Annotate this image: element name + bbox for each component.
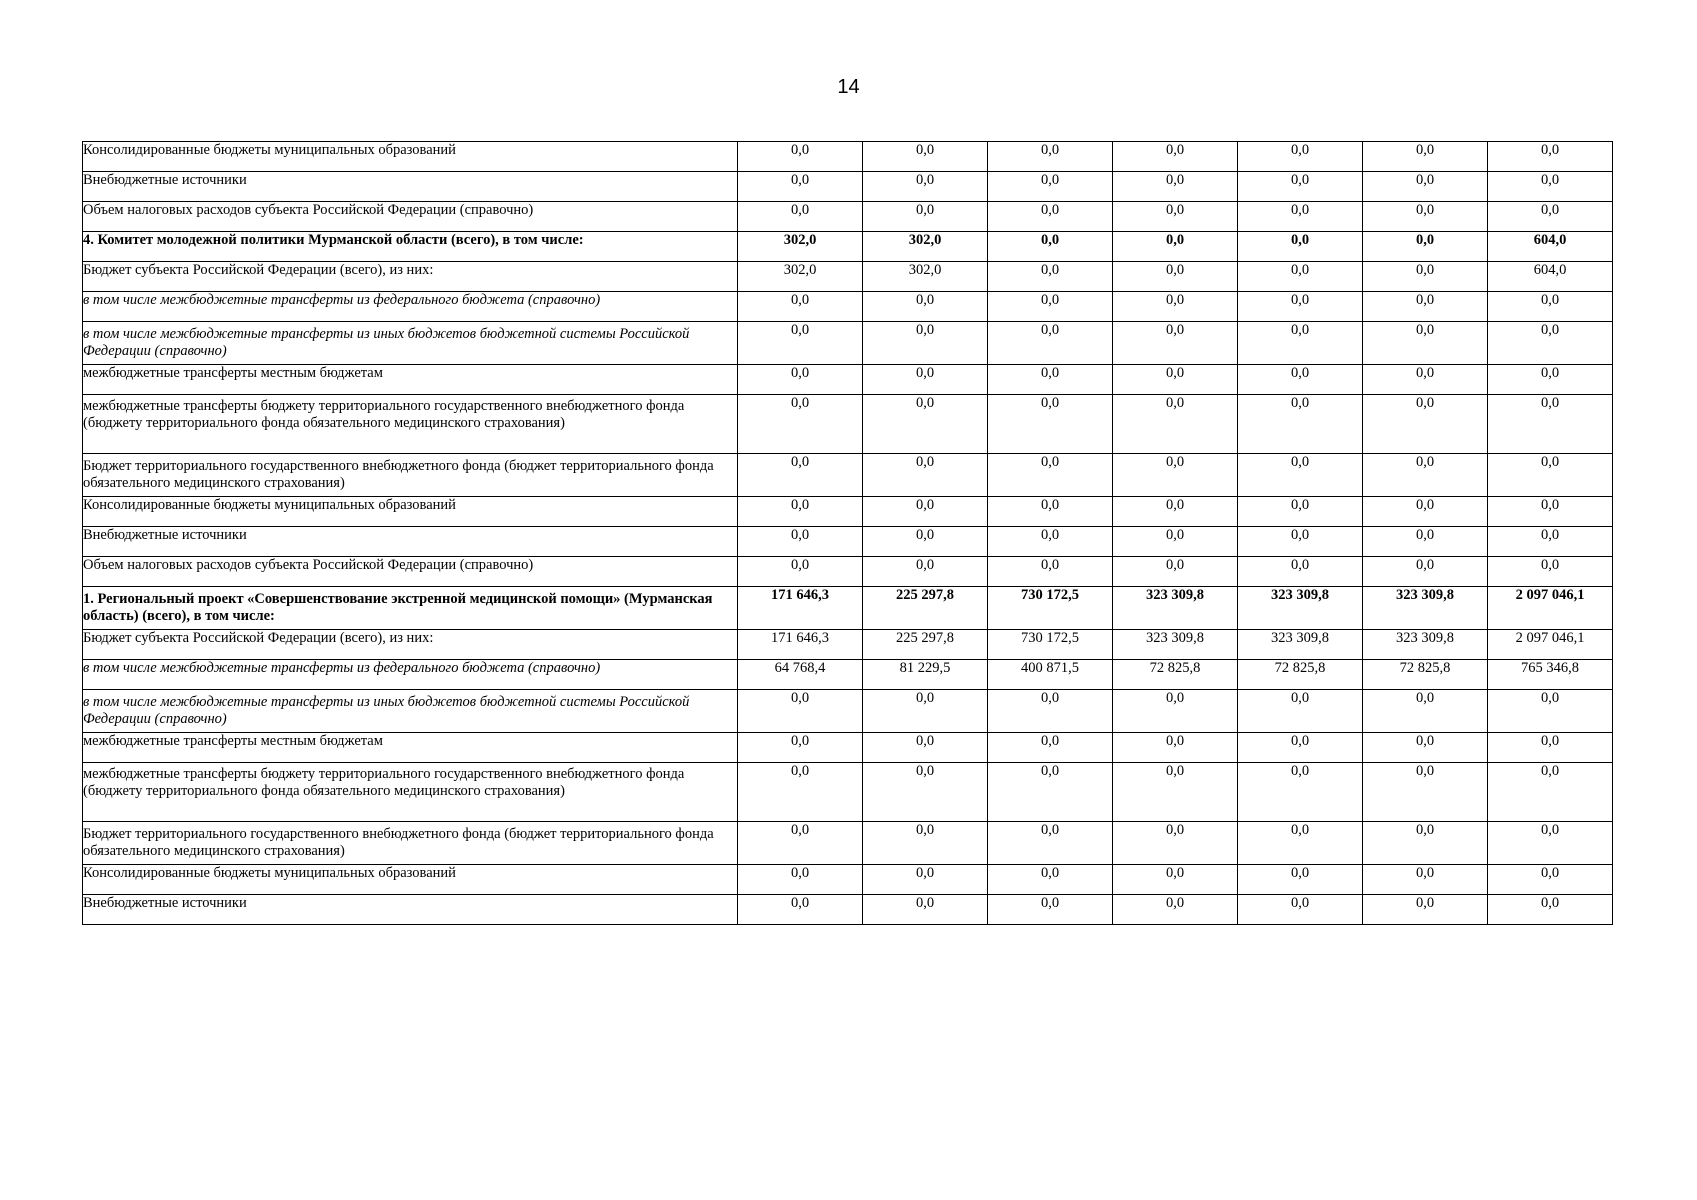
budget-table-body [83, 142, 1613, 925]
row-label: в том числе межбюджетные трансферты из иных бюджетов бюджетной системы Российской Федерации (справочно) [83, 322, 738, 365]
value-cell: 0,0 [738, 292, 863, 322]
value-cell: 765 346,8 [1488, 660, 1613, 690]
value-cell: 0,0 [1238, 454, 1363, 497]
row-label: в том числе межбюджетные трансферты из федерального бюджета (справочно) [83, 660, 738, 690]
value-cell: 730 172,5 [988, 587, 1113, 630]
row-label: Бюджет субъекта Российской Федерации (всего), из них: [83, 262, 738, 292]
row-label: Бюджет территориального государственного внебюджетного фонда (бюджет территориального фонда обязательного медицинского страхования) [83, 822, 738, 865]
value-cell: 0,0 [1113, 202, 1238, 232]
table-row [83, 557, 1613, 587]
value-cell: 0,0 [988, 557, 1113, 587]
value-cell: 0,0 [988, 202, 1113, 232]
value-cell: 0,0 [1238, 202, 1363, 232]
value-cell: 72 825,8 [1238, 660, 1363, 690]
value-cell: 0,0 [1113, 395, 1238, 454]
value-cell: 0,0 [863, 292, 988, 322]
table-row [83, 587, 1613, 630]
value-cell: 0,0 [1488, 142, 1613, 172]
value-cell: 323 309,8 [1238, 630, 1363, 660]
value-cell: 0,0 [988, 733, 1113, 763]
value-cell: 0,0 [738, 527, 863, 557]
row-label: 1. Региональный проект «Совершенствование экстренной медицинской помощи» (Мурманская область) (всего), в том числе: [83, 587, 738, 630]
value-cell: 0,0 [1363, 454, 1488, 497]
value-cell: 0,0 [1363, 733, 1488, 763]
value-cell: 0,0 [1488, 527, 1613, 557]
value-cell: 0,0 [1238, 172, 1363, 202]
table-row [83, 733, 1613, 763]
value-cell: 171 646,3 [738, 587, 863, 630]
value-cell: 0,0 [1363, 763, 1488, 822]
value-cell: 81 229,5 [863, 660, 988, 690]
row-label: Внебюджетные источники [83, 172, 738, 202]
value-cell: 0,0 [1363, 557, 1488, 587]
value-cell: 0,0 [1113, 527, 1238, 557]
row-label: Бюджет субъекта Российской Федерации (всего), из них: [83, 630, 738, 660]
value-cell: 323 309,8 [1113, 587, 1238, 630]
table-row [83, 202, 1613, 232]
table-row [83, 142, 1613, 172]
table-row [83, 395, 1613, 454]
value-cell: 0,0 [1488, 395, 1613, 454]
value-cell: 0,0 [1238, 557, 1363, 587]
value-cell: 0,0 [1113, 292, 1238, 322]
value-cell: 0,0 [1363, 690, 1488, 733]
value-cell: 0,0 [1488, 733, 1613, 763]
value-cell: 0,0 [988, 454, 1113, 497]
value-cell: 0,0 [863, 895, 988, 925]
value-cell: 0,0 [1488, 454, 1613, 497]
value-cell: 0,0 [1363, 292, 1488, 322]
table-row [83, 322, 1613, 365]
value-cell: 0,0 [738, 557, 863, 587]
value-cell: 0,0 [1488, 690, 1613, 733]
value-cell: 0,0 [863, 172, 988, 202]
value-cell: 400 871,5 [988, 660, 1113, 690]
value-cell: 0,0 [1238, 322, 1363, 365]
table-row [83, 865, 1613, 895]
value-cell: 0,0 [1113, 865, 1238, 895]
value-cell: 0,0 [1238, 395, 1363, 454]
value-cell: 0,0 [1363, 262, 1488, 292]
value-cell: 323 309,8 [1113, 630, 1238, 660]
value-cell: 0,0 [1113, 763, 1238, 822]
value-cell: 0,0 [1488, 557, 1613, 587]
row-label: Объем налоговых расходов субъекта Российской Федерации (справочно) [83, 202, 738, 232]
value-cell: 0,0 [863, 142, 988, 172]
value-cell: 0,0 [738, 822, 863, 865]
value-cell: 0,0 [1488, 365, 1613, 395]
value-cell: 0,0 [1363, 202, 1488, 232]
row-label: в том числе межбюджетные трансферты из иных бюджетов бюджетной системы Российской Федерации (справочно) [83, 690, 738, 733]
value-cell: 0,0 [738, 365, 863, 395]
value-cell: 0,0 [1113, 497, 1238, 527]
value-cell: 323 309,8 [1363, 630, 1488, 660]
value-cell: 302,0 [863, 262, 988, 292]
value-cell: 0,0 [863, 557, 988, 587]
value-cell: 0,0 [738, 322, 863, 365]
value-cell: 0,0 [1363, 232, 1488, 262]
value-cell: 0,0 [988, 865, 1113, 895]
value-cell: 0,0 [1238, 142, 1363, 172]
value-cell: 302,0 [738, 262, 863, 292]
value-cell: 0,0 [1113, 322, 1238, 365]
value-cell: 302,0 [738, 232, 863, 262]
table-row [83, 365, 1613, 395]
row-label: межбюджетные трансферты местным бюджетам [83, 733, 738, 763]
value-cell: 323 309,8 [1363, 587, 1488, 630]
row-label: межбюджетные трансферты бюджету территориального государственного внебюджетного фонда (бюджету территориального фонда обязательного медицинского страхования) [83, 763, 738, 822]
value-cell: 0,0 [1488, 202, 1613, 232]
value-cell: 0,0 [1363, 895, 1488, 925]
row-label: Консолидированные бюджеты муниципальных образований [83, 142, 738, 172]
value-cell: 730 172,5 [988, 630, 1113, 660]
value-cell: 0,0 [988, 497, 1113, 527]
table-row [83, 454, 1613, 497]
value-cell: 0,0 [1113, 557, 1238, 587]
value-cell: 0,0 [738, 172, 863, 202]
value-cell: 0,0 [1363, 322, 1488, 365]
row-label: Бюджет территориального государственного внебюджетного фонда (бюджет территориального фонда обязательного медицинского страхования) [83, 454, 738, 497]
value-cell: 0,0 [863, 733, 988, 763]
value-cell: 0,0 [863, 763, 988, 822]
value-cell: 0,0 [988, 763, 1113, 822]
table-row [83, 497, 1613, 527]
table-row [83, 232, 1613, 262]
value-cell: 0,0 [738, 202, 863, 232]
value-cell: 0,0 [863, 365, 988, 395]
table-row [83, 763, 1613, 822]
value-cell: 0,0 [1238, 690, 1363, 733]
row-label: Внебюджетные источники [83, 527, 738, 557]
value-cell: 72 825,8 [1113, 660, 1238, 690]
value-cell: 2 097 046,1 [1488, 587, 1613, 630]
row-label: 4. Комитет молодежной политики Мурманской области (всего), в том числе: [83, 232, 738, 262]
value-cell: 0,0 [988, 365, 1113, 395]
value-cell: 0,0 [738, 763, 863, 822]
value-cell: 0,0 [1238, 763, 1363, 822]
table-row [83, 895, 1613, 925]
value-cell: 0,0 [738, 142, 863, 172]
table-row [83, 630, 1613, 660]
value-cell: 0,0 [1113, 690, 1238, 733]
value-cell: 0,0 [1363, 365, 1488, 395]
value-cell: 0,0 [1238, 262, 1363, 292]
value-cell: 0,0 [863, 822, 988, 865]
value-cell: 0,0 [1113, 232, 1238, 262]
value-cell: 0,0 [1238, 497, 1363, 527]
value-cell: 0,0 [1113, 365, 1238, 395]
value-cell: 225 297,8 [863, 587, 988, 630]
value-cell: 0,0 [863, 202, 988, 232]
value-cell: 0,0 [1238, 733, 1363, 763]
row-label: Консолидированные бюджеты муниципальных образований [83, 497, 738, 527]
value-cell: 0,0 [863, 497, 988, 527]
value-cell: 0,0 [1363, 395, 1488, 454]
value-cell: 0,0 [1488, 292, 1613, 322]
value-cell: 0,0 [1488, 763, 1613, 822]
value-cell: 0,0 [863, 322, 988, 365]
value-cell: 0,0 [1363, 497, 1488, 527]
value-cell: 0,0 [1113, 172, 1238, 202]
value-cell: 302,0 [863, 232, 988, 262]
table-row [83, 660, 1613, 690]
table-row [83, 690, 1613, 733]
table-row [83, 822, 1613, 865]
value-cell: 0,0 [1488, 322, 1613, 365]
value-cell: 0,0 [1113, 733, 1238, 763]
value-cell: 0,0 [1363, 865, 1488, 895]
value-cell: 0,0 [988, 322, 1113, 365]
value-cell: 0,0 [1113, 822, 1238, 865]
value-cell: 0,0 [863, 395, 988, 454]
value-cell: 0,0 [988, 172, 1113, 202]
value-cell: 171 646,3 [738, 630, 863, 660]
value-cell: 0,0 [1238, 822, 1363, 865]
value-cell: 0,0 [1113, 262, 1238, 292]
value-cell: 0,0 [738, 497, 863, 527]
page-number: 14 [837, 76, 860, 98]
value-cell: 0,0 [738, 395, 863, 454]
row-label: межбюджетные трансферты бюджету территориального государственного внебюджетного фонда (бюджету территориального фонда обязательного медицинского страхования) [83, 395, 738, 454]
value-cell: 72 825,8 [1363, 660, 1488, 690]
row-label: Внебюджетные источники [83, 895, 738, 925]
value-cell: 0,0 [988, 262, 1113, 292]
value-cell: 0,0 [988, 822, 1113, 865]
value-cell: 0,0 [1113, 454, 1238, 497]
value-cell: 0,0 [738, 895, 863, 925]
value-cell: 0,0 [1238, 292, 1363, 322]
row-label: Консолидированные бюджеты муниципальных образований [83, 865, 738, 895]
value-cell: 0,0 [1238, 365, 1363, 395]
value-cell: 0,0 [1488, 895, 1613, 925]
value-cell: 0,0 [988, 232, 1113, 262]
value-cell: 0,0 [863, 690, 988, 733]
value-cell: 0,0 [1363, 527, 1488, 557]
value-cell: 0,0 [1238, 527, 1363, 557]
value-cell: 0,0 [988, 395, 1113, 454]
value-cell: 0,0 [863, 454, 988, 497]
table-row [83, 292, 1613, 322]
value-cell: 225 297,8 [863, 630, 988, 660]
value-cell: 0,0 [863, 865, 988, 895]
value-cell: 0,0 [738, 733, 863, 763]
value-cell: 0,0 [1113, 142, 1238, 172]
value-cell: 0,0 [863, 527, 988, 557]
value-cell: 0,0 [738, 690, 863, 733]
row-label: в том числе межбюджетные трансферты из федерального бюджета (справочно) [83, 292, 738, 322]
table-row [83, 527, 1613, 557]
value-cell: 0,0 [988, 690, 1113, 733]
value-cell: 0,0 [1238, 895, 1363, 925]
value-cell: 0,0 [1238, 865, 1363, 895]
value-cell: 604,0 [1488, 232, 1613, 262]
value-cell: 64 768,4 [738, 660, 863, 690]
value-cell: 0,0 [1488, 865, 1613, 895]
value-cell: 0,0 [738, 865, 863, 895]
value-cell: 604,0 [1488, 262, 1613, 292]
value-cell: 2 097 046,1 [1488, 630, 1613, 660]
value-cell: 323 309,8 [1238, 587, 1363, 630]
table-row [83, 172, 1613, 202]
value-cell: 0,0 [1488, 822, 1613, 865]
value-cell: 0,0 [988, 527, 1113, 557]
value-cell: 0,0 [988, 292, 1113, 322]
value-cell: 0,0 [1488, 497, 1613, 527]
row-label: межбюджетные трансферты местным бюджетам [83, 365, 738, 395]
budget-table [82, 141, 1613, 925]
table-row [83, 262, 1613, 292]
value-cell: 0,0 [1363, 822, 1488, 865]
value-cell: 0,0 [1363, 172, 1488, 202]
value-cell: 0,0 [1363, 142, 1488, 172]
value-cell: 0,0 [988, 895, 1113, 925]
value-cell: 0,0 [988, 142, 1113, 172]
value-cell: 0,0 [1113, 895, 1238, 925]
value-cell: 0,0 [738, 454, 863, 497]
row-label: Объем налоговых расходов субъекта Российской Федерации (справочно) [83, 557, 738, 587]
value-cell: 0,0 [1488, 172, 1613, 202]
value-cell: 0,0 [1238, 232, 1363, 262]
